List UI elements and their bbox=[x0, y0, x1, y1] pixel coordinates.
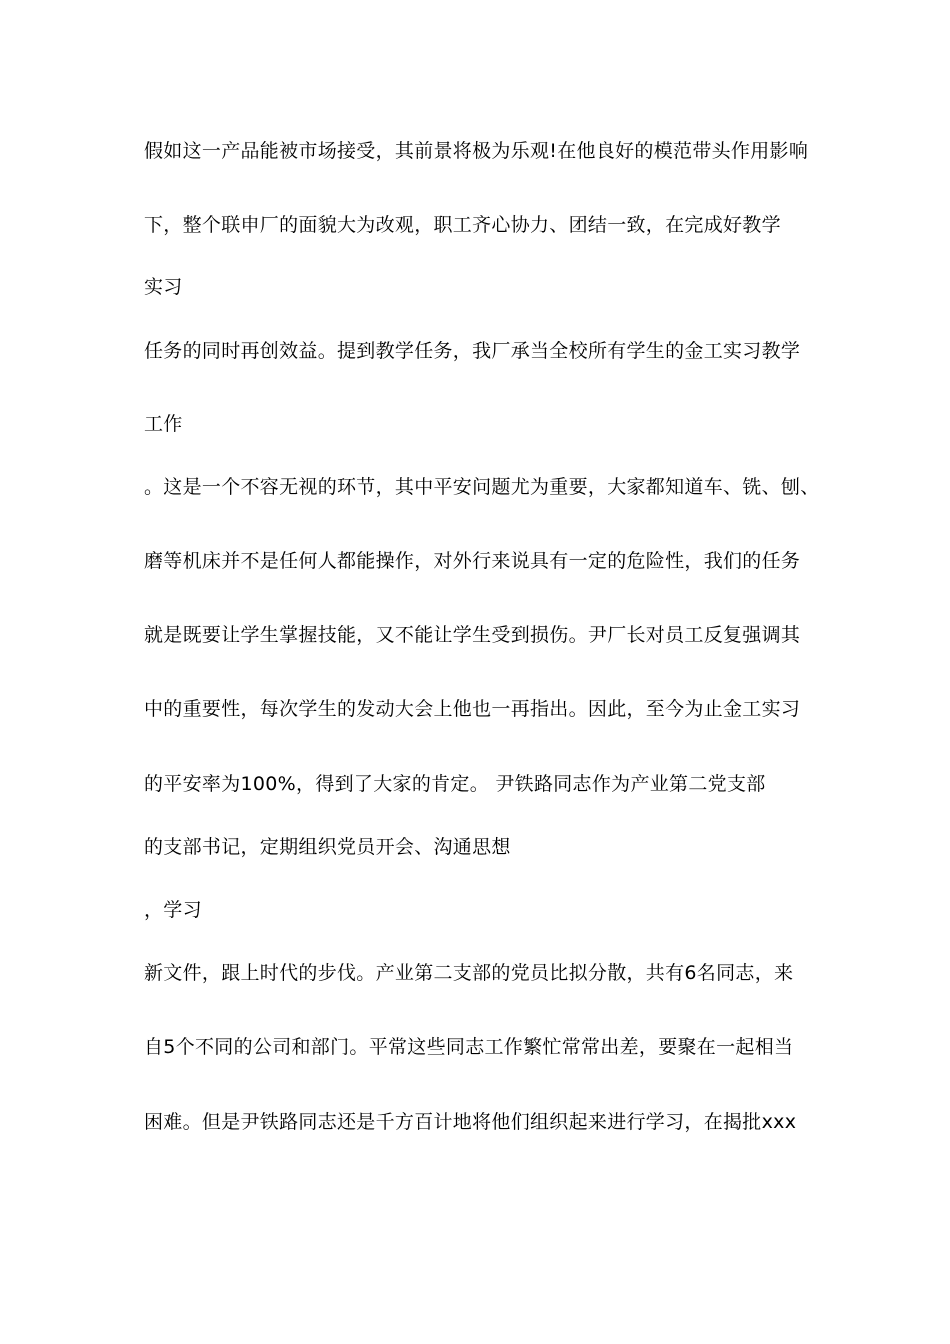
text-line: ，学习 bbox=[144, 899, 202, 921]
text-line: 的平安率为100%，得到了大家的肯定。 尹铁路同志作为产业第二党支部 bbox=[144, 773, 766, 795]
text-line: 新文件，跟上时代的步伐。产业第二支部的党员比拟分散，共有6名同志，来 bbox=[144, 962, 794, 984]
text-line: 就是既要让学生掌握技能，又不能让学生受到损伤。尹厂长对员工反复强调其 bbox=[144, 624, 801, 646]
text-line: 的支部书记，定期组织党员开会、沟通思想 bbox=[144, 836, 511, 858]
text-line: 任务的同时再创效益。提到教学任务，我厂承当全校所有学生的金工实习教学 bbox=[144, 340, 801, 362]
text-line: 假如这一产品能被市场接受，其前景将极为乐观!在他良好的模范带头作用影响 bbox=[144, 140, 809, 162]
text-line: 中的重要性，每次学生的发动大会上他也一再指出。因此，至今为止金工实习 bbox=[144, 698, 801, 720]
text-line: 自5个不同的公司和部门。平常这些同志工作繁忙常常出差，要聚在一起相当 bbox=[144, 1036, 794, 1058]
text-line: 下，整个联申厂的面貌大为改观，职工齐心协力、团结一致，在完成好教学 bbox=[144, 214, 781, 236]
text-line: 工作 bbox=[144, 413, 183, 435]
text-line: 。这是一个不容无视的环节，其中平安问题尤为重要，大家都知道车、铣、刨、 bbox=[144, 476, 820, 498]
text-line: 困难。但是尹铁路同志还是千方百计地将他们组织起来进行学习，在揭批xxx bbox=[144, 1111, 797, 1133]
text-line: 磨等机床并不是任何人都能操作，对外行来说具有一定的危险性，我们的任务 bbox=[144, 550, 801, 572]
text-line: 实习 bbox=[144, 276, 183, 298]
